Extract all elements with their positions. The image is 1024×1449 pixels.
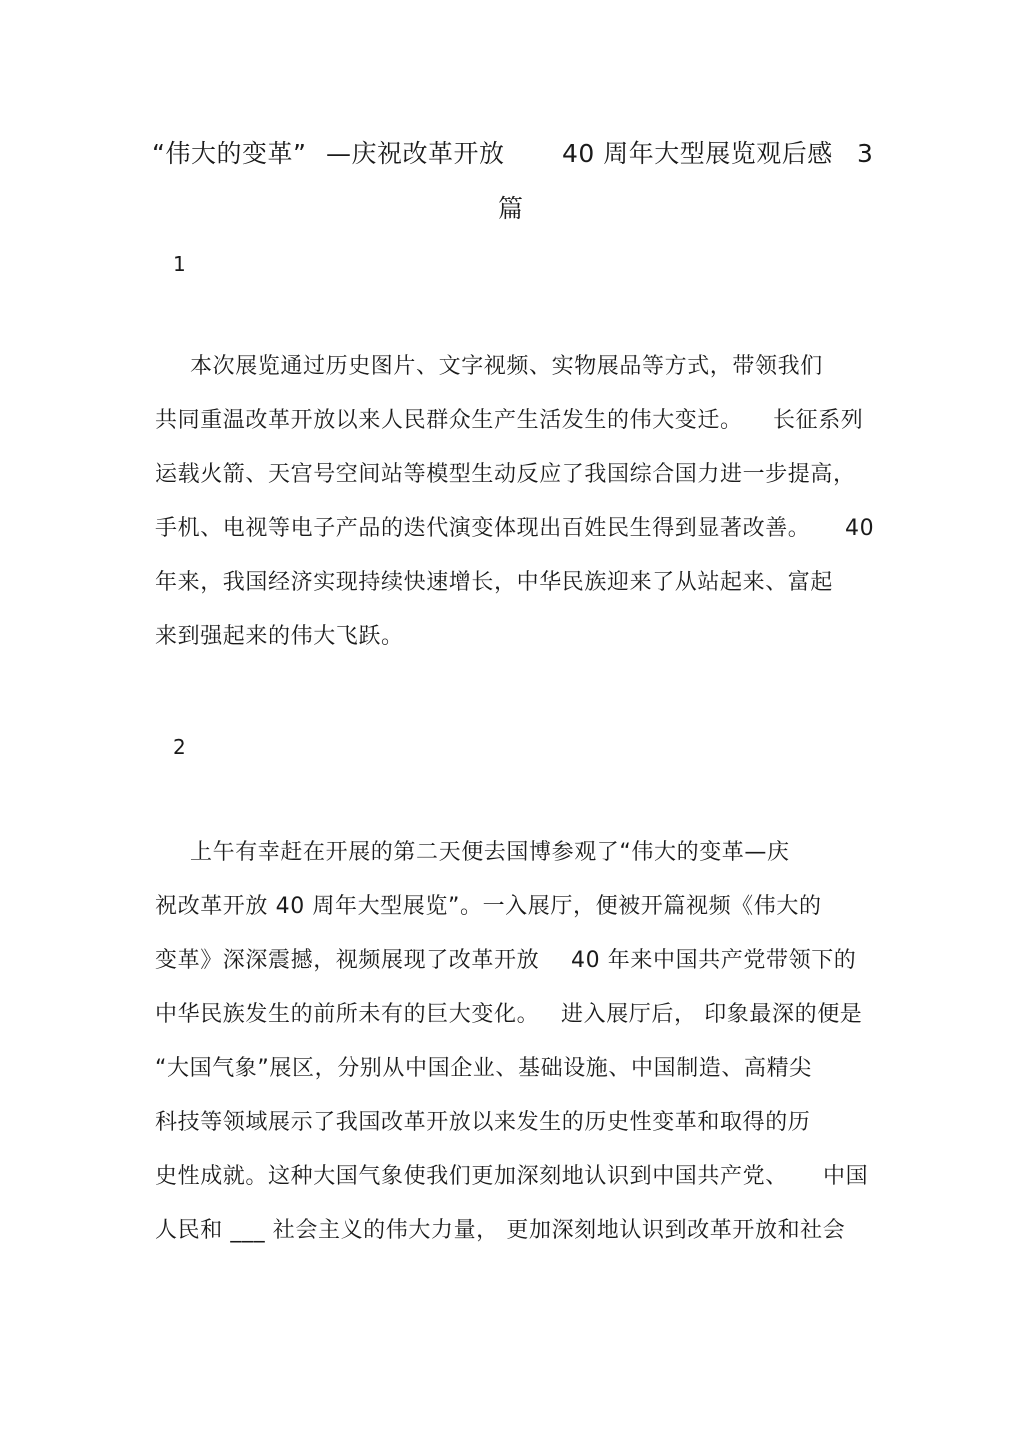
paragraph-line: 人民和 ___ 社会主义的伟大力量， 更加深刻地认识到改革开放和社会 [155,1218,846,1243]
document-title-line-2: 篇 [498,194,524,223]
paragraph-line: 运载火箭、天宫号空间站等模型生动反应了我国综合国力进一步提高， [155,462,856,487]
paragraph-line: 史性成就。这种大国气象使我们更加深刻地认识到中国共产党、 中国 [155,1164,869,1189]
paragraph-line: 中华民族发生的前所未有的巨大变化。 进入展厅后， 印象最深的便是 [155,1002,863,1027]
paragraph-line: “大国气象”展区，分别从中国企业、基础设施、中国制造、高精尖 [155,1056,812,1081]
paragraph-line: 手机、电视等电子产品的迭代演变体现出百姓民生得到显著改善。 40 [155,516,875,541]
paragraph-line: 年来，我国经济实现持续快速增长，中华民族迎来了从站起来、富起 [155,570,834,595]
paragraph-line: 祝改革开放 40 周年大型展览”。一入展厅，便被开篇视频《伟大的 [155,894,822,919]
title-part-anniversary: 40 周年大型展览观后感 [562,139,833,168]
paragraph-line: 本次展览通过历史图片、文字视频、实物展品等方式，带领我们 [190,354,823,379]
title-part-subtitle: —庆祝改革开放 [326,139,505,168]
section-number: 1 [173,252,186,276]
section-number: 2 [173,735,186,759]
paragraph-line: 来到强起来的伟大飞跃。 [155,624,404,649]
paragraph-line: 变革》深深震撼，视频展现了改革开放 40 年来中国共产党带领下的 [155,948,857,973]
title-part-quote: “伟大的变革” [152,139,307,168]
title-part-count: 3 [857,139,874,168]
paragraph-line: 共同重温改革开放以来人民群众生产生活发生的伟大变迁。 长征系列 [155,408,864,433]
paragraph-line: 上午有幸赶在开展的第二天便去国博参观了“伟大的变革—庆 [190,840,790,865]
paragraph-line: 科技等领域展示了我国改革开放以来发生的历史性变革和取得的历 [155,1110,811,1135]
